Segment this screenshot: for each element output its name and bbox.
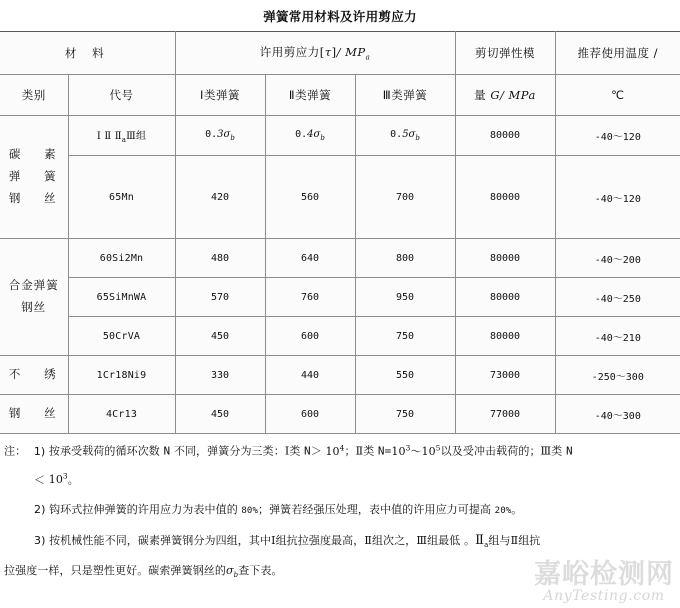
cell-class2: 600 bbox=[265, 395, 355, 434]
note-item-3 bbox=[4, 532, 676, 580]
header-group-modulus-line1: 剪切弹性模 bbox=[455, 32, 555, 75]
category-alloy-spring-steel-wire bbox=[0, 239, 68, 356]
note-1-line-2: ＜ $10^3$。 bbox=[34, 471, 79, 487]
cell-code: 65Mn bbox=[68, 156, 175, 239]
cell-temperature: -40～250 bbox=[555, 278, 680, 317]
header-col-class2: Ⅱ类弹簧 bbox=[265, 75, 355, 116]
cell-code: Ⅰ Ⅱ $Ⅱ_aⅢ$组 bbox=[68, 116, 175, 156]
page-title: 弹簧常用材料及许用剪应力 bbox=[263, 9, 417, 24]
cell-class1: 450 bbox=[175, 395, 265, 434]
category-line: 钢 丝 bbox=[8, 190, 66, 205]
cell-class1: 420 bbox=[175, 156, 265, 239]
cell-class3: $0.5\sigma_b$ bbox=[355, 116, 455, 156]
cell-class1: $0.3\sigma_b$ bbox=[175, 116, 265, 156]
cell-temperature: -40～120 bbox=[555, 156, 680, 239]
note-3-line-2: 拉强度一样，只是塑性更好。碳索弹簧钢丝的$\sigma_b$查下表。 bbox=[4, 564, 283, 580]
category-line: 钢丝 bbox=[21, 300, 47, 314]
cell-class1: 450 bbox=[175, 317, 265, 356]
cell-code: 60Si2Mn bbox=[68, 239, 175, 278]
category-stainless-steel-wire-line2: 钢 丝 bbox=[0, 395, 68, 434]
header-col-code: 代号 bbox=[68, 75, 175, 116]
table-row bbox=[0, 156, 680, 239]
header-group-material bbox=[0, 32, 175, 75]
cell-class3: 750 bbox=[355, 317, 455, 356]
table-header-row-2 bbox=[0, 75, 680, 116]
cell-class2: 640 bbox=[265, 239, 355, 278]
cell-temperature: -250～300 bbox=[555, 356, 680, 395]
watermark-english: AnyTesting.com bbox=[543, 588, 665, 604]
note-item-2 bbox=[4, 502, 676, 518]
cell-class2: 600 bbox=[265, 317, 355, 356]
cell-class3: 550 bbox=[355, 356, 455, 395]
category-line: 合金弹簧 bbox=[8, 278, 59, 293]
category-stainless-steel-wire-line1: 不 绣 bbox=[0, 356, 68, 395]
table-row bbox=[0, 116, 680, 156]
cell-class2: $0.4\sigma_b$ bbox=[265, 116, 355, 156]
note-2-number: 2) bbox=[34, 503, 46, 517]
cell-modulus: 80000 bbox=[455, 239, 555, 278]
cell-modulus: 80000 bbox=[455, 156, 555, 239]
category-carbon-spring-steel-wire bbox=[0, 116, 68, 239]
spring-material-table bbox=[0, 31, 680, 434]
category-line: 碳 素 bbox=[8, 147, 66, 162]
cell-class3: 800 bbox=[355, 239, 455, 278]
header-group-temperature-line2: ℃ bbox=[555, 75, 680, 116]
cell-modulus: 73000 bbox=[455, 356, 555, 395]
note-2-line-1: 2) 钩环式拉伸弹簧的许用应力为表中值的 80%；弹簧若经强压处理，表中值的许用应力可提高 20%。 bbox=[34, 503, 523, 517]
cell-temperature: -40～120 bbox=[555, 116, 680, 156]
table-row bbox=[0, 278, 680, 317]
cell-temperature: -40～300 bbox=[555, 395, 680, 434]
table-row bbox=[0, 317, 680, 356]
cell-class1: 480 bbox=[175, 239, 265, 278]
cell-class3: 950 bbox=[355, 278, 455, 317]
cell-temperature: -40～200 bbox=[555, 239, 680, 278]
header-group-stress: 许用剪应力[τ]/ $MP_a$ bbox=[175, 32, 455, 75]
watermark-chinese: 嘉峪检测网 bbox=[534, 558, 674, 590]
cell-modulus: 80000 bbox=[455, 116, 555, 156]
cell-class3: 700 bbox=[355, 156, 455, 239]
cell-code: 4Cr13 bbox=[68, 395, 175, 434]
cell-class3: 750 bbox=[355, 395, 455, 434]
cell-modulus: 80000 bbox=[455, 317, 555, 356]
note-3-number: 3) bbox=[34, 534, 46, 548]
note-3-line-1: 3) 按机械性能不同，碳素弹簧钢分为四组，其中Ⅰ组抗拉强度最高，Ⅱ组次之，Ⅲ组最低 。$Ⅱ_a$组与Ⅱ组抗 bbox=[34, 533, 541, 550]
cell-code: 65SiMnWA bbox=[68, 278, 175, 317]
cell-class2: 560 bbox=[265, 156, 355, 239]
category-line: 弹 簧 bbox=[8, 169, 66, 184]
cell-class1: 570 bbox=[175, 278, 265, 317]
cell-class2: 760 bbox=[265, 278, 355, 317]
cell-class2: 440 bbox=[265, 356, 355, 395]
table-row bbox=[0, 395, 680, 434]
header-col-class1: Ⅰ类弹簧 bbox=[175, 75, 265, 116]
header-col-class3: Ⅲ类弹簧 bbox=[355, 75, 455, 116]
notes-section bbox=[0, 434, 680, 580]
table-header-row-1 bbox=[0, 32, 680, 75]
cell-code: 1Cr18Ni9 bbox=[68, 356, 175, 395]
notes-label: 注： bbox=[4, 444, 27, 458]
cell-class1: 330 bbox=[175, 356, 265, 395]
header-group-temperature-line1: 推荐使用温度 / bbox=[555, 32, 680, 75]
cell-temperature: -40～210 bbox=[555, 317, 680, 356]
table-row bbox=[0, 356, 680, 395]
header-col-category: 类别 bbox=[0, 75, 68, 116]
cell-modulus: 80000 bbox=[455, 278, 555, 317]
cell-code: 50CrVA bbox=[68, 317, 175, 356]
note-1-line-1: 注： 1) 按承受载荷的循环次数 N 不同，弹簧分为三类：Ⅰ类 $N> 10^4$；Ⅱ类 $N=10^3\sim 10^5$以及受冲击载荷的；Ⅲ类 N bbox=[4, 443, 573, 458]
header-group-material-label: 材 料 bbox=[64, 46, 110, 60]
cell-modulus: 77000 bbox=[455, 395, 555, 434]
note-item-1 bbox=[4, 443, 676, 488]
header-group-modulus-line2: 量 G/ MPa bbox=[455, 75, 555, 116]
note-1-number: 1) bbox=[33, 444, 46, 458]
table-row bbox=[0, 239, 680, 278]
